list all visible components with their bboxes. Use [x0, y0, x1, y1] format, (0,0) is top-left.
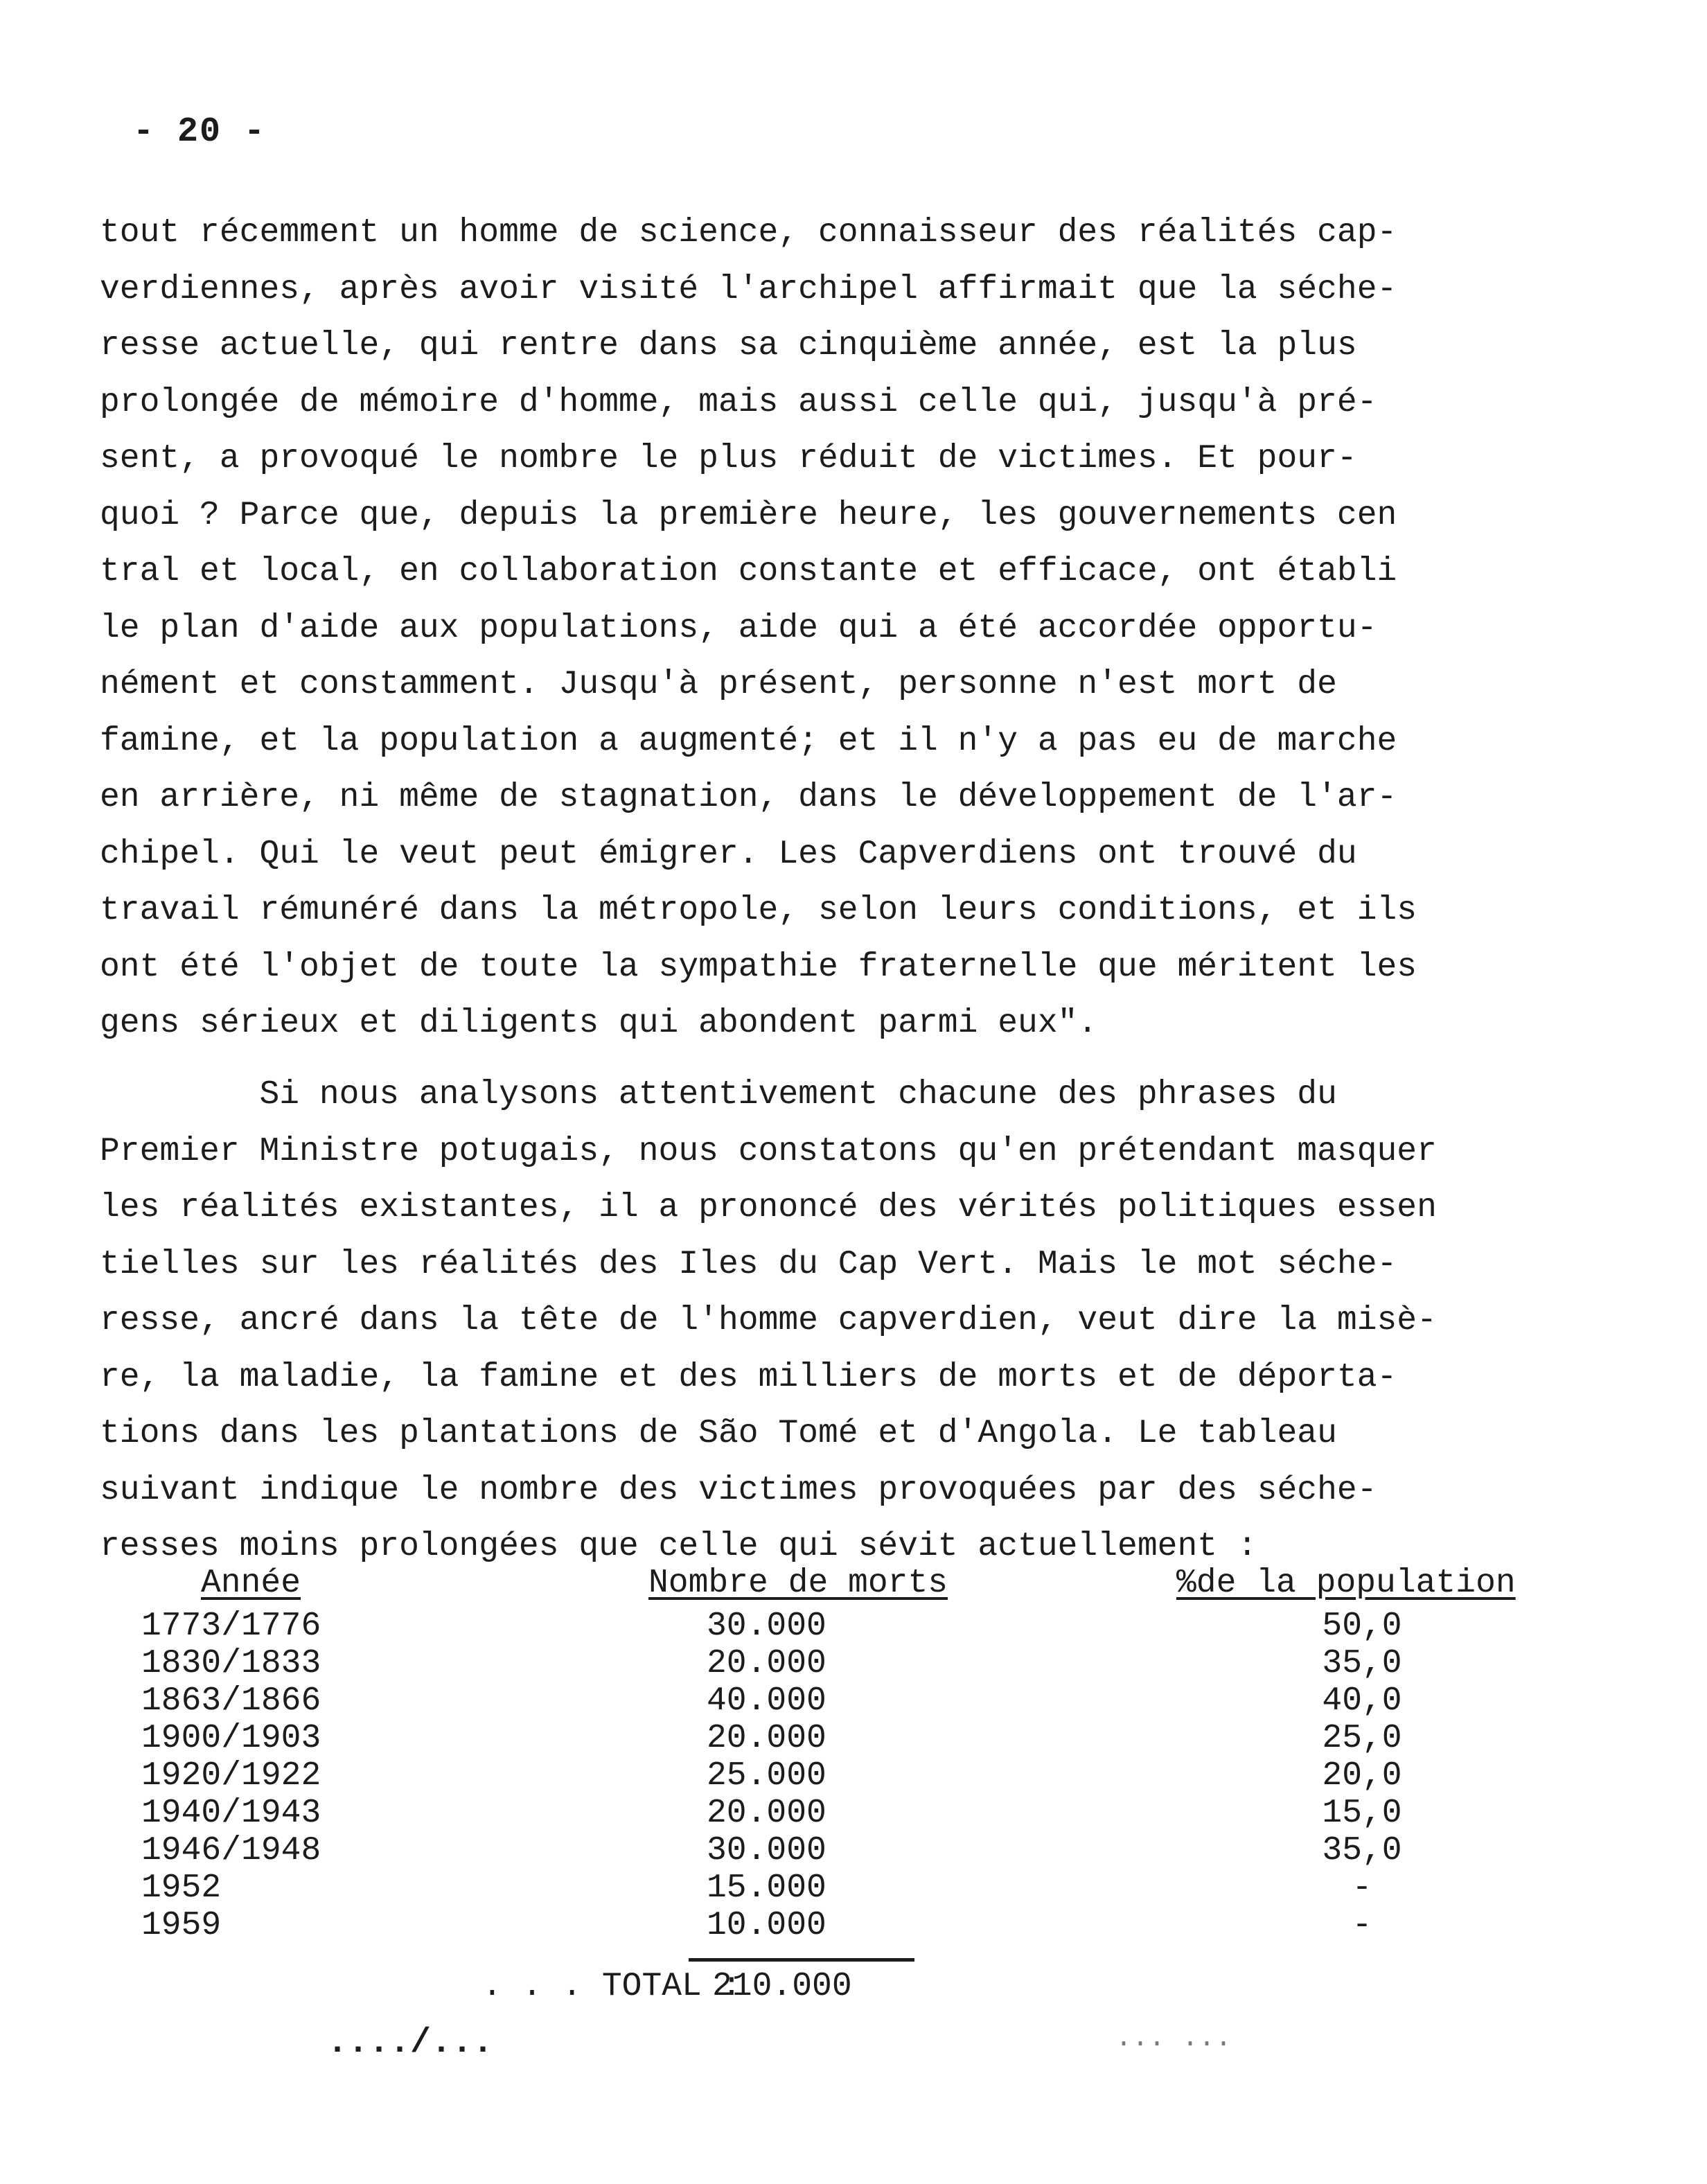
cell-year: 1920/1922	[141, 1757, 321, 1795]
text-line: ont été l'objet de toute la sympathie fraternelle que méritent les	[100, 948, 1417, 986]
text-line: Premier Ministre potugais, nous constatons qu'en prétendant masquer	[100, 1132, 1437, 1170]
cell-year: 1830/1833	[141, 1645, 321, 1682]
cell-percent: 35,0	[1322, 1645, 1402, 1682]
text-line: tions dans les plantations de São Tomé et d'Angola. Le tableau	[100, 1415, 1337, 1452]
total-divider	[689, 1958, 914, 1962]
text-line: tout récemment un homme de science, connaisseur des réalités cap-	[100, 214, 1397, 252]
text-line: en arrière, ni même de stagnation, dans le développement de l'ar-	[100, 779, 1397, 816]
cell-percent: -	[1352, 1869, 1372, 1907]
cell-deaths: 15.000	[707, 1869, 826, 1907]
table-row	[0, 1645, 1402, 1682]
text-line: chipel. Qui le veut peut émigrer. Les Capverdiens ont trouvé du	[100, 835, 1357, 873]
continuation-mark: ..../...	[327, 2023, 494, 2063]
text-line: resse actuelle, qui rentre dans sa cinquième année, est la plus	[100, 327, 1357, 364]
table-row	[0, 1720, 1402, 1757]
text-line: re, la maladie, la famine et des milliers de morts et de déporta-	[100, 1358, 1397, 1396]
cell-deaths: 40.000	[707, 1682, 826, 1720]
table-row	[0, 1869, 1386, 1907]
cell-percent: 50,0	[1322, 1608, 1402, 1645]
text-line: Si nous analysons attentivement chacune des phrases du	[100, 1076, 1337, 1113]
cell-percent: 35,0	[1322, 1832, 1402, 1869]
text-line: tielles sur les réalités des Iles du Cap Vert. Mais le mot séche-	[100, 1245, 1397, 1283]
text-line: famine, et la population a augmenté; et il n'y a pas eu de marche	[100, 722, 1397, 760]
total-value: 210.000	[712, 1968, 852, 2005]
text-line: resse, ancré dans la tête de l'homme capverdien, veut dire la misè-	[100, 1302, 1437, 1339]
cell-percent: 40,0	[1322, 1682, 1402, 1720]
trailing-dots: ... ...	[1115, 2023, 1232, 2054]
text-line: verdiennes, après avoir visité l'archipel affirmait que la séche-	[100, 270, 1397, 308]
cell-percent: 15,0	[1322, 1795, 1402, 1832]
cell-percent: -	[1352, 1907, 1372, 1944]
cell-year: 1773/1776	[141, 1608, 321, 1645]
text-line: nément et constamment. Jusqu'à présent, personne n'est mort de	[100, 666, 1337, 703]
cell-year: 1900/1903	[141, 1720, 321, 1757]
text-line: suivant indique le nombre des victimes provoquées par des séche-	[100, 1471, 1377, 1509]
table-header-deaths: Nombre de morts	[648, 1565, 948, 1602]
cell-deaths: 10.000	[707, 1907, 826, 1944]
table-row	[0, 1832, 1402, 1869]
cell-year: 1863/1866	[141, 1682, 321, 1720]
text-line: sent, a provoqué le nombre le plus réduit de victimes. Et pour-	[100, 440, 1357, 477]
table-row	[0, 1757, 1402, 1795]
cell-percent: 20,0	[1322, 1757, 1402, 1795]
table-row	[0, 1682, 1402, 1720]
table-header-percent: %de la population	[1176, 1565, 1516, 1602]
text-line: tral et local, en collaboration constante et efficace, ont établi	[100, 553, 1397, 590]
cell-deaths: 20.000	[707, 1645, 826, 1682]
paragraph-quote	[100, 205, 1485, 1053]
text-line: quoi ? Parce que, depuis la première heure, les gouvernements cen	[100, 496, 1397, 534]
text-line: gens sérieux et diligents qui abondent parmi eux".	[100, 1005, 1098, 1042]
cell-year: 1952	[141, 1869, 222, 1907]
paragraph-analysis	[100, 1067, 1485, 1576]
text-line: prolongée de mémoire d'homme, mais aussi celle qui, jusqu'à pré-	[100, 383, 1377, 421]
text-line: le plan d'aide aux populations, aide qui a été accordée opportu-	[100, 609, 1377, 647]
cell-percent: 25,0	[1322, 1720, 1402, 1757]
cell-year: 1940/1943	[141, 1795, 321, 1832]
cell-deaths: 30.000	[707, 1832, 826, 1869]
table-row	[0, 1608, 1402, 1645]
text-line: travail rémunéré dans la métropole, selon leurs conditions, et ils	[100, 892, 1417, 929]
cell-year: 1946/1948	[141, 1832, 321, 1869]
cell-deaths: 25.000	[707, 1757, 826, 1795]
text-line: resses moins prolongées que celle qui sévit actuellement :	[100, 1528, 1257, 1565]
total-label: . . . TOTAL :	[482, 1968, 742, 2005]
page-number: - 20 -	[133, 112, 267, 152]
table-row	[0, 1795, 1402, 1832]
text-line: les réalités existantes, il a prononcé des vérités politiques essen	[100, 1189, 1437, 1226]
cell-deaths: 30.000	[707, 1608, 826, 1645]
cell-deaths: 20.000	[707, 1795, 826, 1832]
table-header-year: Année	[201, 1565, 301, 1602]
table-row	[0, 1907, 1386, 1944]
cell-year: 1959	[141, 1907, 222, 1944]
drought-table	[0, 1608, 1402, 1944]
cell-deaths: 20.000	[707, 1720, 826, 1757]
